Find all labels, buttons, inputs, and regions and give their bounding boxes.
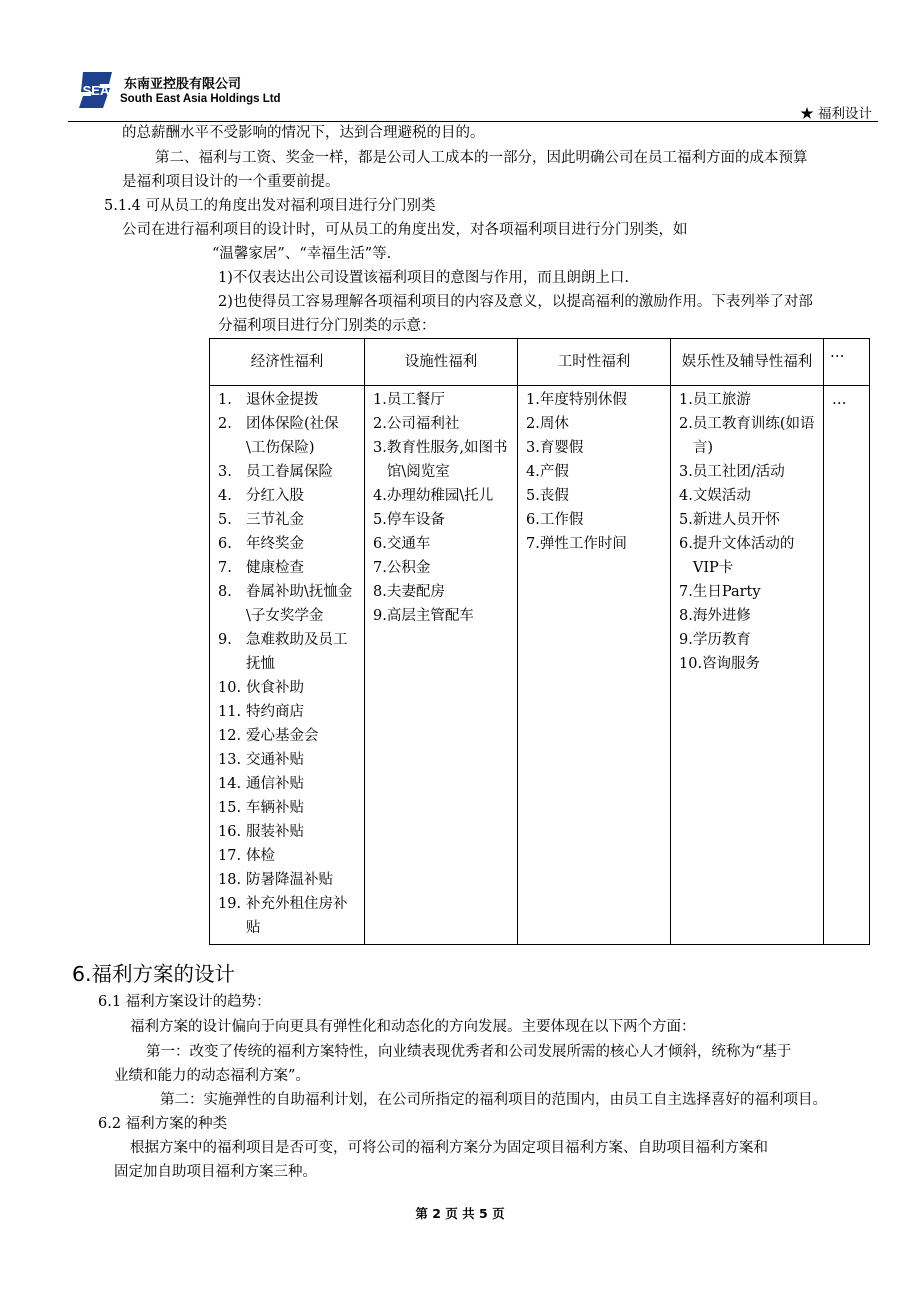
list-item — [218, 388, 358, 412]
list-item-number: 15. — [218, 800, 242, 816]
table-header-row — [210, 339, 870, 386]
paragraph-line: 第一：改变了传统的福利方案特性，向业绩表现优秀者和公司发展所需的核心人才倾斜，统称为“基于 — [146, 1044, 792, 1060]
section-label: ★ 福利设计 — [800, 106, 872, 122]
list-item-text: 通信补贴 — [246, 776, 304, 792]
list-item-number: 5. — [526, 488, 540, 504]
company-logo — [76, 70, 116, 110]
list-item-number: 7. — [218, 560, 232, 576]
list-item-number: 10. — [218, 680, 242, 696]
list-item-text: 海外进修 — [692, 608, 751, 624]
list-item-number: 8. — [218, 584, 232, 600]
list-item-text: 员工教育训练(如语言) — [692, 416, 815, 456]
list-item-text: 防暑降温补贴 — [246, 872, 333, 888]
list-item-text: 公司福利社 — [386, 416, 460, 432]
list-item-number: 18. — [218, 872, 242, 888]
list-item — [526, 532, 664, 556]
list-item-text: 体检 — [246, 848, 275, 864]
list-item-text: 分红入股 — [246, 488, 304, 504]
list-item-text: 育婴假 — [539, 440, 584, 456]
table-header-cell: 工时性福利 — [518, 339, 671, 386]
paragraph-line: 第二、福利与工资、奖金一样，都是公司人工成本的一部分，因此明确公司在员工福利方面的成本预算 — [155, 150, 808, 166]
list-item — [218, 844, 358, 868]
list-item-number: 12. — [218, 728, 242, 744]
list-item-text: 咨询服务 — [702, 656, 761, 672]
subsection-heading: 6.2 福利方案的种类 — [98, 1116, 228, 1132]
list-item — [218, 748, 358, 772]
list-item-text: 员工餐厅 — [386, 392, 445, 408]
list-item — [679, 532, 817, 580]
list-item-text: 提升文体活动的VIP卡 — [692, 536, 795, 576]
page-number: 第 2 页 共 5 页 — [415, 1206, 505, 1221]
list-item — [373, 532, 511, 556]
list-item-text: 三节礼金 — [246, 512, 304, 528]
list-item-text: 教育性服务,如图书馆\阅览室 — [386, 440, 508, 480]
paragraph-line: 的总薪酬水平不受影响的情况下，达到合理避税的目的。 — [122, 125, 485, 141]
list-item-number: 8. — [373, 584, 387, 600]
list-item — [218, 772, 358, 796]
table-header-cell: 娱乐性及辅导性福利 — [671, 339, 824, 386]
paragraph-line: 2)也使得员工容易理解各项福利项目的内容及意义，以提高福利的激励作用。下表列举了对部 — [218, 294, 813, 310]
list-item-text: 交通补贴 — [246, 752, 304, 768]
subsection-heading: 5.1.4 可从员工的角度出发对福利项目进行分门别类 — [104, 198, 436, 214]
list-item — [373, 436, 511, 484]
list-item-number: 7. — [679, 584, 693, 600]
list-item-number: 19. — [218, 896, 242, 912]
facility-welfare-cell — [365, 386, 518, 945]
list-item-number: 8. — [679, 608, 693, 624]
list-item-number: 13. — [218, 752, 242, 768]
list-item-number: 11. — [218, 704, 242, 720]
paragraph-line: 1)不仅表达出公司设置该福利项目的意图与作用，而且朗朗上口. — [218, 270, 629, 286]
table-header-cell: … — [824, 339, 870, 386]
list-item-text: 新进人员开怀 — [692, 512, 780, 528]
list-item — [679, 580, 817, 604]
paragraph-line: 固定加自助项目福利方案三种。 — [114, 1164, 317, 1180]
list-item-number: 14. — [218, 776, 242, 792]
list-item-text: 弹性工作时间 — [539, 536, 627, 552]
list-item-text: 产假 — [539, 464, 569, 480]
list-item-text: 员工眷属保险 — [246, 464, 333, 480]
list-item — [526, 484, 664, 508]
list-item — [526, 412, 664, 436]
company-name-en: South East Asia Holdings Ltd — [120, 93, 281, 105]
list-item-number: 9. — [373, 608, 387, 624]
list-item — [218, 868, 358, 892]
list-item-number: 3. — [373, 440, 387, 456]
list-item-number: 5. — [218, 512, 232, 528]
list-item-number: 2. — [373, 416, 387, 432]
list-item-number: 6. — [679, 536, 693, 552]
list-item-text: 眷属补助\抚恤金\子女奖学金 — [246, 584, 353, 624]
list-item-number: 1. — [373, 392, 387, 408]
list-item-text: 交通车 — [386, 536, 431, 552]
list-item — [526, 508, 664, 532]
paragraph-line: 第二：实施弹性的自助福利计划，在公司所指定的福利项目的范围内，由员工自主选择喜好的福利项目。 — [160, 1092, 827, 1108]
list-item-number: 6. — [218, 536, 232, 552]
recreation-welfare-cell — [671, 386, 824, 945]
list-item-number: 9. — [218, 632, 232, 648]
list-item-text: 学历教育 — [692, 632, 751, 648]
list-item-number: 3. — [526, 440, 540, 456]
list-item-number: 7. — [526, 536, 540, 552]
more-cell: … — [824, 386, 870, 945]
list-item — [218, 820, 358, 844]
list-item — [373, 580, 511, 604]
table-header-cell: 经济性福利 — [210, 339, 365, 386]
list-item-number: 6. — [373, 536, 387, 552]
list-item-number: 3. — [679, 464, 693, 480]
list-item-text: 健康检查 — [246, 560, 304, 576]
list-item — [218, 724, 358, 748]
list-item — [526, 460, 664, 484]
list-item-number: 1. — [679, 392, 693, 408]
logo-lettering: SEA — [82, 83, 110, 98]
list-item — [218, 484, 358, 508]
list-item — [373, 556, 511, 580]
list-item-number: 2. — [679, 416, 693, 432]
list-item-number: 17. — [218, 848, 242, 864]
list-item-number: 2. — [218, 416, 232, 432]
list-item — [526, 436, 664, 460]
list-item-text: 伙食补助 — [246, 680, 304, 696]
list-item-text: 丧假 — [539, 488, 569, 504]
list-item — [373, 412, 511, 436]
list-item — [679, 388, 817, 412]
list-item — [679, 460, 817, 484]
paragraph-line: 业绩和能力的动态福利方案”。 — [114, 1068, 310, 1084]
list-item-number: 3. — [218, 464, 232, 480]
list-item — [679, 604, 817, 628]
list-item-text: 退休金提拨 — [246, 392, 319, 408]
paragraph-line: “温馨家居”、“幸福生活”等. — [212, 246, 392, 262]
list-item-number: 5. — [373, 512, 387, 528]
paragraph-line: 分福利项目进行分门别类的示意： — [218, 318, 436, 334]
list-item-text: 年度特别休假 — [539, 392, 627, 408]
table-row — [210, 386, 870, 945]
list-item-text: 特约商店 — [246, 704, 304, 720]
list-item-number: 1. — [526, 392, 540, 408]
list-item — [526, 388, 664, 412]
list-item-text: 年终奖金 — [246, 536, 304, 552]
list-item-text: 车辆补贴 — [246, 800, 304, 816]
list-item — [218, 676, 358, 700]
table-header-cell: 设施性福利 — [365, 339, 518, 386]
list-item — [218, 412, 358, 460]
list-item-text: 员工社团/活动 — [692, 464, 785, 480]
list-item-number: 4. — [679, 488, 693, 504]
paragraph-line: 是福利项目设计的一个重要前提。 — [122, 174, 340, 190]
list-item — [373, 484, 511, 508]
list-item — [218, 796, 358, 820]
list-item-number: 6. — [526, 512, 540, 528]
list-item — [373, 508, 511, 532]
list-item-text: 团体保险(社保\工伤保险) — [246, 416, 339, 456]
list-item-number: 10. — [679, 656, 703, 672]
section-title: 6.福利方案的设计 — [72, 962, 236, 986]
list-item-number: 5. — [679, 512, 693, 528]
list-item — [679, 508, 817, 532]
economic-welfare-cell — [210, 386, 365, 945]
list-item — [679, 484, 817, 508]
list-item-text: 公积金 — [386, 560, 431, 576]
list-item-text: 周休 — [539, 416, 569, 432]
list-item-text: 补充外租住房补贴 — [246, 896, 348, 936]
list-item — [679, 412, 817, 460]
list-item-number: 4. — [218, 488, 232, 504]
list-item — [218, 580, 358, 628]
list-item — [679, 652, 817, 676]
list-item — [218, 532, 358, 556]
list-item-number: 16. — [218, 824, 242, 840]
list-item-text: 员工旅游 — [692, 392, 751, 408]
paragraph-line: 公司在进行福利项目的设计时，可从员工的角度出发，对各项福利项目进行分门别类，如 — [122, 222, 688, 238]
list-item-text: 急难救助及员工抚恤 — [246, 632, 348, 672]
list-item — [373, 604, 511, 628]
list-item-text: 夫妻配房 — [386, 584, 445, 600]
list-item-text: 工作假 — [539, 512, 584, 528]
subsection-heading: 6.1 福利方案设计的趋势： — [98, 994, 271, 1010]
list-item-number: 7. — [373, 560, 387, 576]
list-item-text: 生日Party — [692, 584, 761, 600]
list-item — [373, 388, 511, 412]
paragraph-line: 根据方案中的福利项目是否可变，可将公司的福利方案分为固定项目福利方案、自助项目福利方案和 — [130, 1140, 768, 1156]
working-hours-welfare-cell — [518, 386, 671, 945]
list-item-text: 爱心基金会 — [246, 728, 319, 744]
list-item — [218, 700, 358, 724]
list-item-text: 办理幼稚园\托儿 — [386, 488, 494, 504]
paragraph-line: 福利方案的设计偏向于向更具有弹性化和动态化的方向发展。主要体现在以下两个方面： — [130, 1019, 696, 1035]
list-item — [218, 460, 358, 484]
company-name-cn: 东南亚控股有限公司 — [124, 77, 242, 92]
welfare-category-table — [209, 338, 870, 945]
list-item-number: 2. — [526, 416, 540, 432]
list-item — [218, 892, 358, 940]
list-item — [218, 628, 358, 676]
list-item — [218, 508, 358, 532]
list-item — [679, 628, 817, 652]
list-item-text: 文娱活动 — [692, 488, 751, 504]
list-item-number: 4. — [373, 488, 387, 504]
list-item-text: 高层主管配车 — [386, 608, 474, 624]
list-item-number: 1. — [218, 392, 232, 408]
list-item-number: 4. — [526, 464, 540, 480]
list-item-text: 服装补贴 — [246, 824, 304, 840]
list-item-text: 停车设备 — [386, 512, 445, 528]
list-item-number: 9. — [679, 632, 693, 648]
list-item — [218, 556, 358, 580]
